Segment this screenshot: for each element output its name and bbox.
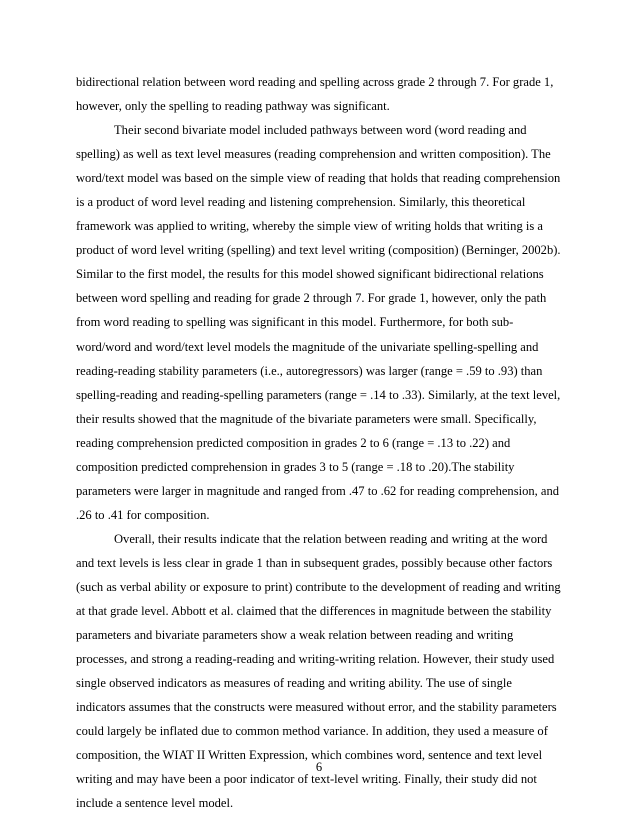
text-line: and text levels is less clear in grade 1 than in subsequent grades, possibly because other factors: [76, 555, 553, 570]
page-number: 6: [315, 760, 323, 774]
text-line: composition predicted comprehension in grades 3 to 5 (range = .18 to .20).The stability: [76, 459, 515, 474]
text-line: Similar to the first model, the results for this model showed significant bidirectional relations: [76, 267, 544, 282]
text-line: word/word and word/text level models the magnitude of the univariate spelling-spelling and: [76, 339, 539, 354]
paragraph-first-line: Their second bivariate model included pathways between word (word reading and: [114, 123, 527, 138]
text-line: single observed indicators as measures of reading and writing ability. The use of single: [76, 676, 512, 691]
text-line: at that grade level. Abbott et al. claimed that the differences in magnitude between the stability: [76, 604, 552, 619]
text-line: however, only the spelling to reading pathway was significant.: [76, 99, 390, 114]
body-text: [76, 70, 568, 815]
text-line: processes, and strong a reading-reading and writing-writing relation. However, their study used: [76, 652, 555, 667]
text-line: product of word level writing (spelling) and text level writing (composition) (Berninger, 2002b).: [76, 243, 561, 258]
text-line: .26 to .41 for composition.: [76, 507, 210, 522]
text-line: writing and may have been a poor indicator of text-level writing. Finally, their study did not: [76, 772, 537, 787]
text-line: word/text model was based on the simple view of reading that holds that reading comprehension: [76, 171, 561, 186]
text-line: parameters and bivariate parameters show a weak relation between reading and writing: [76, 628, 514, 643]
text-line: spelling) as well as text level measures (reading comprehension and written composition). The: [76, 147, 551, 162]
text-line: could largely be inflated due to common method variance. In addition, they used a measure of: [76, 724, 548, 739]
text-line: indicators assumes that the constructs were measured without error, and the stability parameters: [76, 700, 557, 715]
text-line: composition, the WIAT II Written Expression, which combines word, sentence and text level: [76, 748, 543, 763]
text-line: spelling-reading and reading-spelling parameters (range = .14 to .33). Similarly, at the text level,: [76, 387, 561, 402]
text-line: from word reading to spelling was significant in this model. Furthermore, for both sub-: [76, 315, 514, 330]
text-line: framework was applied to writing, whereby the simple view of writing holds that writing is a: [76, 219, 543, 234]
text-line: bidirectional relation between word reading and spelling across grade 2 through 7. For grade 1,: [76, 75, 554, 89]
text-line: between word spelling and reading for grade 2 through 7. For grade 1, however, only the path: [76, 291, 547, 306]
text-line: (such as verbal ability or exposure to print) contribute to the development of reading and writing: [76, 579, 561, 594]
text-line: parameters were larger in magnitude and ranged from .47 to .62 for reading comprehension, and: [76, 483, 559, 498]
text-line: include a sentence level model.: [76, 796, 234, 811]
text-line: reading comprehension predicted composition in grades 2 to 6 (range = .13 to .22) and: [76, 435, 511, 450]
text-line: their results showed that the magnitude of the bivariate parameters were small. Specifically,: [76, 411, 537, 426]
paragraph-first-line: Overall, their results indicate that the relation between reading and writing at the word: [114, 531, 548, 546]
text-line: reading-reading stability parameters (i.e., autoregressors) was larger (range = .59 to .93) than: [76, 363, 543, 378]
text-line: is a product of word level reading and listening comprehension. Similarly, this theoretical: [76, 195, 526, 210]
